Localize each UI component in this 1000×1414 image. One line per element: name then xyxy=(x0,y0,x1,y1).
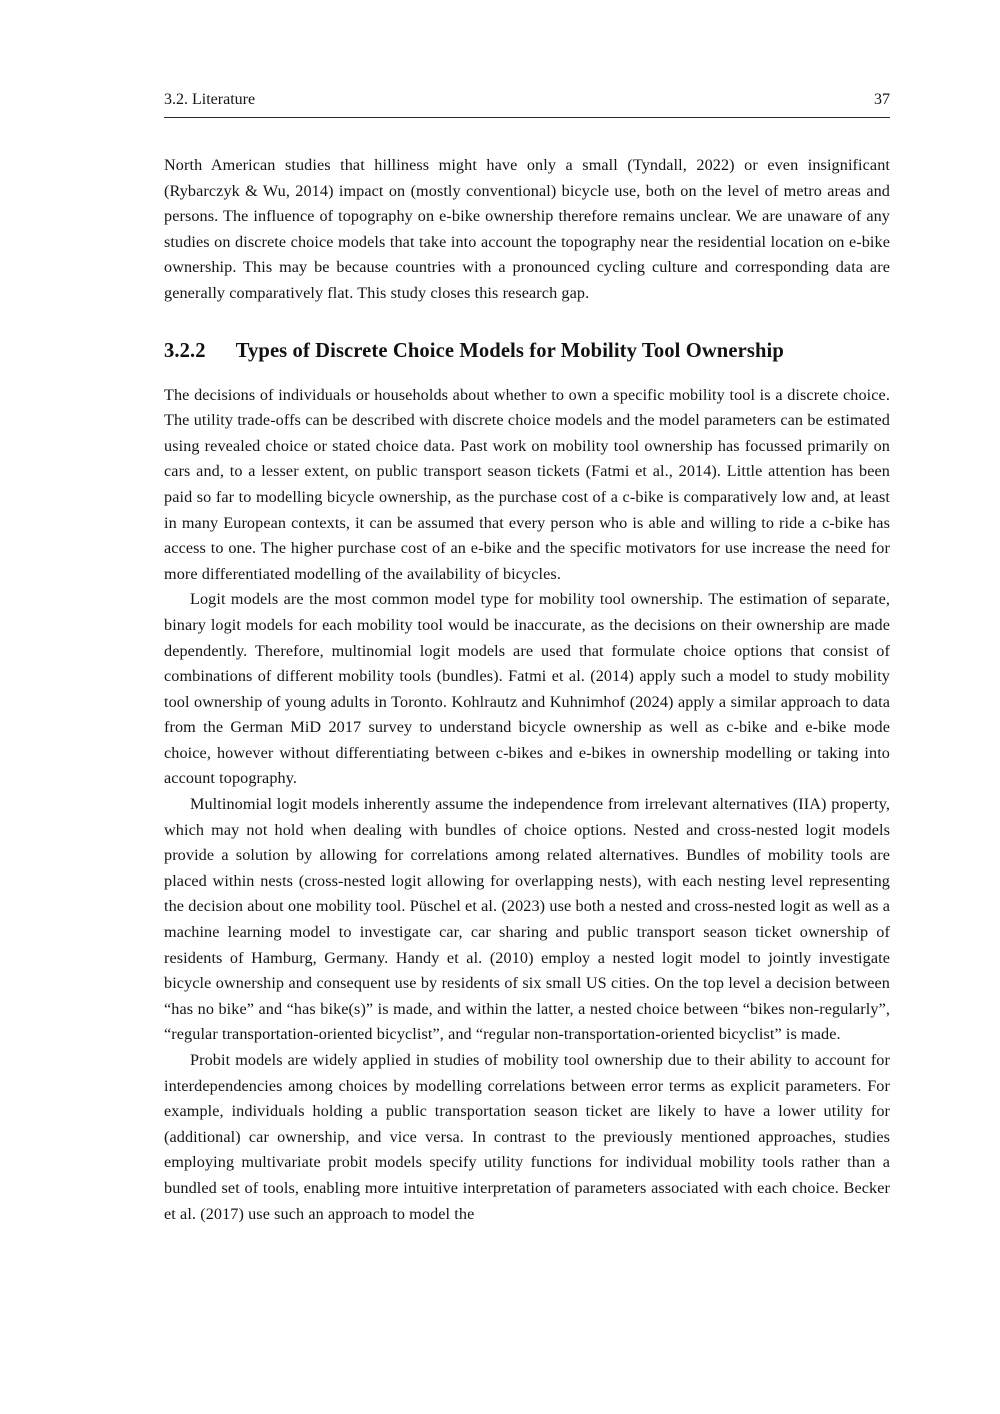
running-header xyxy=(164,90,890,118)
body-paragraph: Multinomial logit models inherently assume the independence from irrelevant alternatives (IIA) property, which may not hold when dealing with bundles of choice options. Nested and cross-nested logit models provide a solution by allowing for correlations among related alternatives. Bundles of mobility tools are placed within nests (cross-nested logit allowing for overlapping nests), with each nesting level representing the decision about one mobility tool. Püschel et al. (2023) use both a nested and cross-nested logit as well as a machine learning model to investigate car, car sharing and public transport season ticket ownership of residents of Hamburg, Germany. Handy et al. (2010) employ a nested logit model to jointly investigate bicycle ownership and consequent use by residents of six small US cities. On the top level a decision between “has no bike” and “has bike(s)” is made, and within the latter, a nested choice between “bikes non-regularly”, “regular transportation-oriented bicyclist”, and “regular non-transportation-oriented bicyclist” is made. xyxy=(164,795,890,1044)
intro-paragraph: North American studies that hilliness might have only a small (Tyndall, 2022) or even insignificant (Rybarczyk & Wu, 2014) impact on (mostly conventional) bicycle use, both on the level of metro areas and persons. The influence of topography on e-bike ownership therefore remains unclear. We are unaware of any studies on discrete choice models that take into account the topography near the residential location on e-bike ownership. This may be because countries with a pronounced cycling culture and corresponding data are generally comparatively flat. This study closes this research gap. xyxy=(164,156,890,302)
body-paragraph: Probit models are widely applied in studies of mobility tool ownership due to their ability to account for interdependencies among choices by modelling correlations between error terms as explicit parameters. For example, individuals holding a public transportation season ticket are likely to have a lower utility for (additional) car ownership, and vice versa. In contrast to the previously mentioned approaches, studies employing multivariate probit models specify utility functions for individual mobility tools rather than a bundled set of tools, enabling more intuitive interpretation of parameters associated with each choice. Becker et al. (2017) use such an approach to model the xyxy=(164,1051,890,1223)
section-title: Types of Discrete Choice Models for Mobility Tool Ownership xyxy=(235,339,784,362)
page-number: 37 xyxy=(874,91,890,108)
page-body xyxy=(164,153,890,1227)
section-number: 3.2.2 xyxy=(164,339,206,362)
running-header-section-title: 3.2. Literature xyxy=(164,91,256,108)
body-paragraph: The decisions of individuals or households about whether to own a specific mobility tool is a discrete choice. The utility trade-offs can be described with discrete choice models and the model parameters can be estimated using revealed choice or stated choice data. Past work on mobility tool ownership has focussed primarily on cars and, to a lesser extent, on public transport season tickets (Fatmi et al., 2014). Little attention has been paid so far to modelling bicycle ownership, as the purchase cost of a c-bike is comparatively low and, at least in many European contexts, it can be assumed that every person who is able and willing to ride a c-bike has access to one. The higher purchase cost of an e-bike and the specific motivators for use increase the need for more differentiated modelling of the availability of bicycles. xyxy=(164,385,890,583)
body-paragraph: Logit models are the most common model type for mobility tool ownership. The estimation of separate, binary logit models for each mobility tool would be inaccurate, as the decisions on their ownership are made dependently. Therefore, multinomial logit models are used that formulate choice options that consist of combinations of different mobility tools (bundles). Fatmi et al. (2014) apply such a model to study mobility tool ownership of young adults in Toronto. Kohlrautz and Kuhnimhof (2024) apply a similar approach to data from the German MiD 2017 survey to understand bicycle ownership as well as c-bike and e-bike mode choice, however without differentiating between c-bikes and e-bikes in ownership modelling or taking into account topography. xyxy=(164,590,890,788)
section-heading xyxy=(164,338,890,364)
